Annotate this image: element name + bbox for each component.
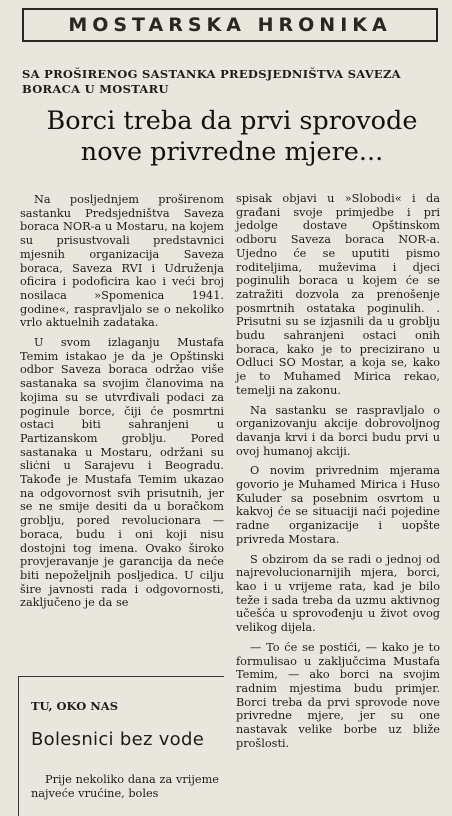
article-kicker: SA PROŠIRENOG SASTANKA PREDSJEDNIŠTVA SAVEZA BORACA U MOSTARU — [22, 67, 401, 96]
box-text: Prije nekoliko dana za vrijeme najveće vrućine, boles — [31, 773, 219, 800]
article-column-right — [236, 192, 440, 750]
article-headline: Borci treba da prvi sprovode nove privredne mjere... — [46, 106, 418, 167]
box-title: Bolesnici bez vode — [31, 729, 205, 750]
paragraph: U svom izlaganju Mustafa Temim istakao je da je Opštinski odbor Saveza boraca održao više sastanaka sa svojim članovima na kojima su se utvrđivali podaci za poginule borce, čiji će posmrtni ostaci biti sahranjeni u Partizanskom groblju. Pored sastanaka u Mostaru, održani su sliċni u Sarajevu i Beogradu. Takođe je Mustafa Temim ukazao na odgovornost svih prisutnih, jer se ne smije desiti da u boračkom groblju, pored revolucionara — boraca, budu i oni koji nisu dostojni tog imena. Ovako široko provjeravanje je garancija da neće biti nepoželjnih posljedica. U cilju šire javnosti rada i odgovornosti, zaključeno je da se — [20, 336, 224, 610]
article-column-left — [20, 193, 224, 610]
paragraph: S obzirom da se radi o jednoj od najrevolucionarnijih mjera, borci, kao i u vrijeme rata, kad je bilo teže i sada treba da uzmu aktivnog učešća u sprovođenju u život ovog velikog dijela. — [236, 552, 440, 635]
paragraph: — To će se postići, — kako je to formulisao u zaključcima Mustafa Temim, — ako borci na svojim radnim mjestima budu primjer. Borci treba da prvi sprovode nove privredne mjere, jer su one nastavak velike borbe uz bliže prošlosti. — [236, 640, 440, 750]
sidebar-box — [18, 676, 224, 816]
paragraph: Na posljednjem proširenom sastanku Predsjedništva Saveza boraca NOR-a u Mostaru, na kojem su prisustvovali predstavnici mjesnih organizacija Saveza boraca, Saveza RVI i Udruženja oficira i podoficira kao i veći broj nosilaca »Spomenica 1941. godine«, raspravljalo se o nekoliko vrlo aktuelnih zadataka. — [20, 193, 224, 330]
paragraph: spisak objavi u »Slobodi« i da građani svoje primjedbe i pri jedolge dostave Opštinskom odboru Saveza boraca NOR-a. Ujedno će se uputiti pismo roditeljima, muževima i djeci poginulih boraca u kojem će se zatražiti dozvola za prenošenje posmrtnih ostataka poginulih. . Prisutni su se izjasnili da u groblju budu sahranjeni ostaci onih boraca, kako je to precizirano u Odluci SO Mostar, a koja se, kako je to Muhamed Mirica rekao, temelji na zakonu. — [236, 192, 440, 397]
paragraph: O novim privrednim mjerama govorio je Muhamed Mirica i Huso Kuluder sa posebnim osvrtom u kakvoj će se situaciji naći pojedine radne organizacije i uopšte privreda Mostara. — [236, 464, 440, 546]
paragraph: Na sastanku se raspravljalo o organizovanju akcije dobrovoljnog davanja krvi i da borci budu prvi u ovoj humanoj akciji. — [236, 403, 440, 458]
box-kicker: TU, OKO NAS — [31, 699, 119, 713]
section-masthead: MOSTARSKA HRONIKA — [22, 8, 438, 42]
